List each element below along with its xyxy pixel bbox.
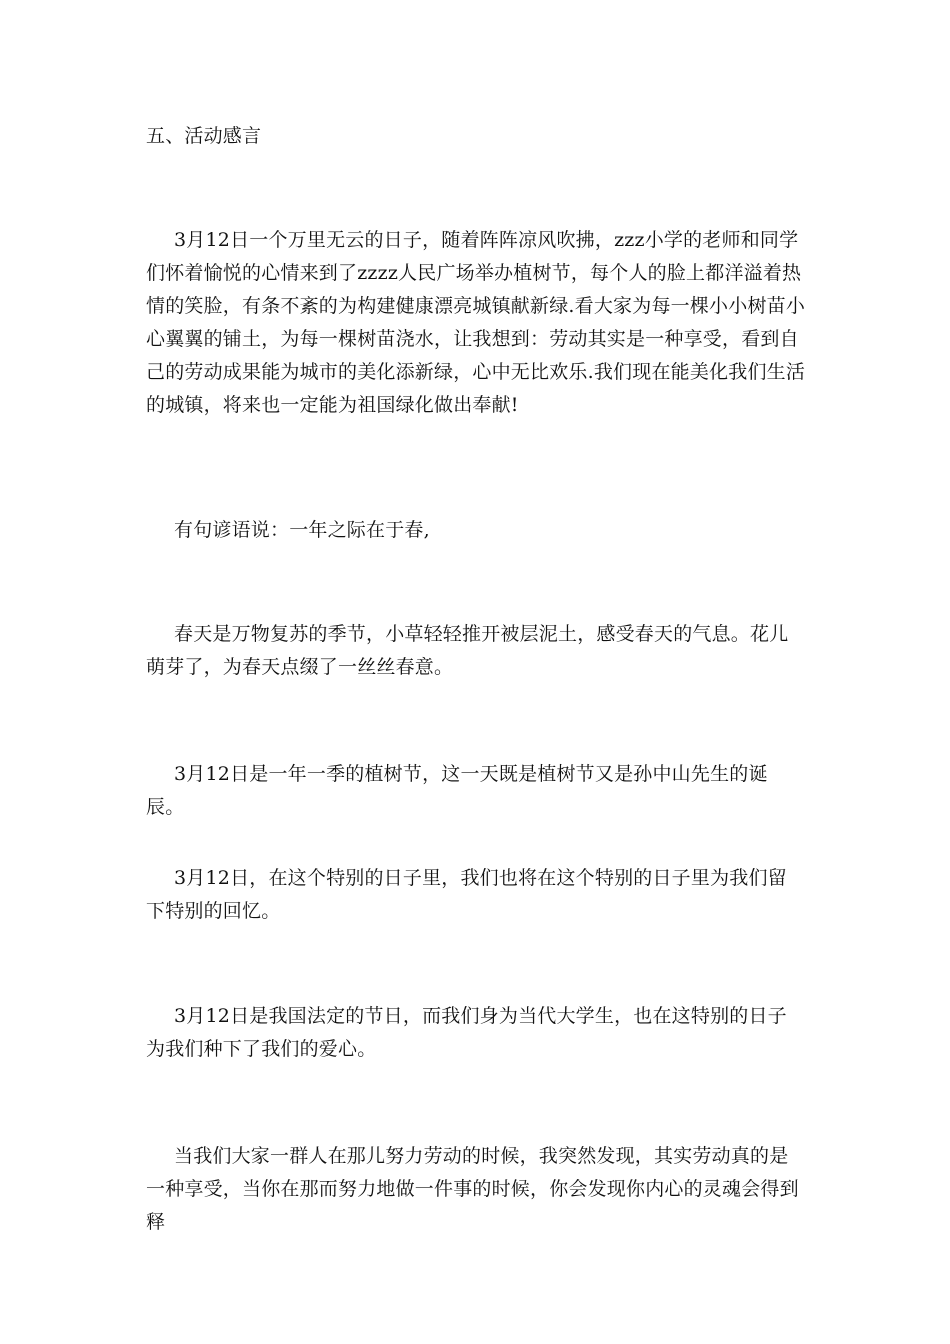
paragraph-4: 3月12日是一年一季的植树节，这一天既是植树节又是孙中山先生的诞辰。	[146, 763, 768, 818]
paragraph-2: 有句谚语说：一年之际在于春,	[174, 519, 430, 541]
paragraph-1: 3月12日一个万里无云的日子，随着阵阵凉风吹拂，zzz小学的老师和同学们怀着愉悦的心情来到了zzzz人民广场举办植树节，每个人的脸上都洋溢着热情的笑脸，有条不紊的为构建健康漂亮城镇献新绿.看大家为每一棵小小树苗小心翼翼的铺土，为每一棵树苗浇水，让我想到：劳动其实是一种享受，看到自己的劳动成果能为城市的美化添新绿，心中无比欢乐.我们现在能美化我们生活的城镇，将来也一定能为祖国绿化做出奉献!	[146, 229, 806, 416]
paragraph-3: 春天是万物复苏的季节，小草轻轻推开被层泥土，感受春天的气息。花儿萌芽了，为春天点缀了一丝丝春意。	[146, 623, 789, 678]
paragraph-7: 当我们大家一群人在那儿努力劳动的时候，我突然发现，其实劳动真的是一种享受，当你在那而努力地做一件事的时候，你会发现你内心的灵魂会得到释	[146, 1145, 799, 1233]
paragraph-5: 3月12日，在这个特别的日子里，我们也将在这个特别的日子里为我们留下特别的回忆。	[146, 867, 787, 922]
section-heading: 五、活动感言	[146, 125, 262, 147]
paragraph-6: 3月12日是我国法定的节日，而我们身为当代大学生，也在这特别的日子为我们种下了我们的爱心。	[146, 1005, 787, 1060]
